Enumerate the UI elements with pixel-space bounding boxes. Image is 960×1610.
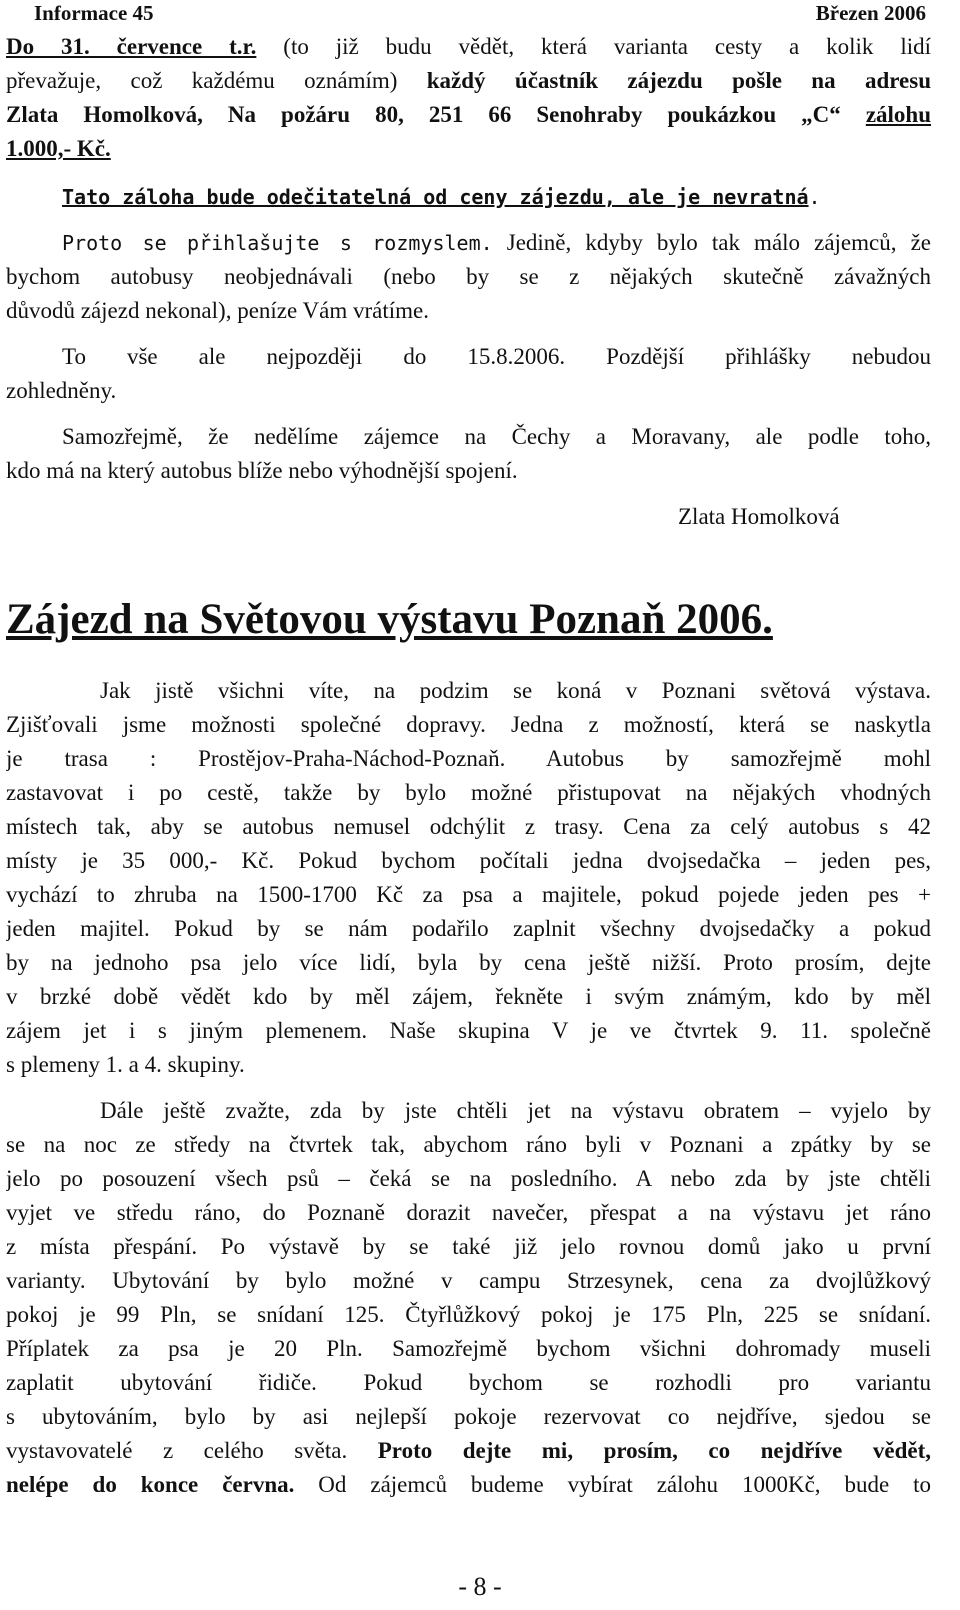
p2-line: varianty. Ubytování by bylo možné v campu Strzesynek, cena za dvojlůžkový	[6, 1268, 931, 1293]
p1-line: je trasa : Prostějov-Praha-Náchod-Poznaň. Autobus by samozřejmě mohl	[6, 746, 931, 771]
p2-line: pokoj je 99 Pln, se snídaní 125. Čtyřlůžkový pokoj je 175 Pln, 225 se snídaní.	[6, 1302, 931, 1327]
section1-line-1: Do 31. července t.r. (to již budu vědět, která varianta cesty a kolik lidí	[6, 34, 931, 59]
section1-line-11: Samozřejmě, že nedělíme zájemce na Čechy a Moravany, ale podle toho,	[62, 424, 931, 449]
p1-line: by na jednoho psa jelo více lidí, byla by cena ještě nižší. Proto prosím, dejte	[6, 950, 931, 975]
p2-line: nelépe do konce června. Od zájemců budeme vybírat zálohu 1000Kč, bude to	[6, 1472, 931, 1497]
section1-line-3: Zlata Homolková, Na požáru 80, 251 66 Senohraby poukázkou „C“ zálohu	[6, 102, 931, 127]
deadline-date: Do 31. července t.r.	[6, 34, 257, 59]
section1-line-4: 1.000,- Kč.	[6, 136, 111, 161]
section1-line-8: důvodů zájezd nekonal), peníze Vám vrátíme.	[6, 298, 429, 323]
p1-line: vychází to zhruba na 1500-1700 Kč za psa a majitele, pokud pojede jeden pes +	[6, 882, 931, 907]
p2-line: Příplatek za psa je 20 Pln. Samozřejmě bychom všichni dohromady museli	[6, 1336, 931, 1361]
p1-line: místech tak, aby se autobus nemusel odchýlit z trasy. Cena za celý autobus s 42	[6, 814, 931, 839]
p1-line: místy je 35 000,- Kč. Pokud bychom počítali jedna dvojsedačka – jeden pes,	[6, 848, 931, 873]
section1-line-9: To vše ale nejpozději do 15.8.2006. Pozdější přihlášky nebudou	[62, 344, 931, 369]
p1-line: jeden majitel. Pokud by se nám podařilo zaplnit všechny dvojsedačky a pokud	[6, 916, 931, 941]
p1-line: zastavovat i po cestě, takže by bylo možné přistupovat na nějakých vhodných	[6, 780, 931, 805]
p1-line: Zjišťovali jsme možnosti společné dopravy. Jedna z možností, která se naskytla	[6, 712, 931, 737]
header-right: Březen 2006	[815, 1, 926, 25]
p2-line: Dále ještě zvažte, zda by jste chtěli jet na výstavu obratem – vyjelo by	[100, 1098, 931, 1123]
deposit-notice: Tato záloha bude odečitatelná od ceny zájezdu, ale je nevratná.	[62, 185, 821, 209]
section1-line-10: zohledněny.	[6, 378, 117, 403]
page-number: - 8 -	[458, 1572, 502, 1601]
p1-line: s plemeny 1. a 4. skupiny.	[6, 1052, 245, 1077]
header-left: Informace 45	[34, 1, 154, 25]
signature: Zlata Homolková	[678, 504, 840, 529]
p2-line: z místa přespání. Po výstavě by se také již jelo rovnou domů jako u první	[6, 1234, 931, 1259]
p2-line: jelo po posouzení všech psů – čeká se na posledního. A nebo zda by jste chtěli	[6, 1166, 931, 1191]
article-title: Zájezd na Světovou výstavu Poznaň 2006.	[6, 596, 773, 643]
p1-line: v brzké době vědět kdo by měl zájem, řekněte i svým známým, kdo by měl	[6, 984, 931, 1009]
p2-line: s ubytováním, bylo by asi nejlepší pokoje rezervovat co nejdříve, sjedou se	[6, 1404, 931, 1429]
section1-line-12: kdo má na který autobus blíže nebo výhodnější spojení.	[6, 458, 518, 483]
p2-line: zaplatit ubytování řidiče. Pokud bychom se rozhodli pro variantu	[6, 1370, 931, 1395]
section1-line-2: převažuje, což každému oznámím) každý účastník zájezdu pošle na adresu	[6, 68, 931, 93]
section1-line-6: Proto se přihlašujte s rozmyslem. Jedině, kdyby bylo tak málo zájemců, že	[62, 230, 931, 255]
p1-line: zájem jet i s jiným plemenem. Naše skupina V je ve čtvrtek 9. 11. společně	[6, 1018, 931, 1043]
section1-line-7: bychom autobusy neobjednávali (nebo by se z nějakých skutečně závažných	[6, 264, 931, 289]
p2-line: se na noc ze středy na čtvrtek tak, abychom ráno byli v Poznani a zpátky by se	[6, 1132, 931, 1157]
p2-line: vystavovatelé z celého světa. Proto dejte mi, prosím, co nejdříve vědět,	[6, 1438, 931, 1463]
p1-line: Jak jistě všichni víte, na podzim se koná v Poznani světová výstava.	[100, 678, 931, 703]
p2-line: vyjet ve středu ráno, do Poznaně dorazit navečer, přespat a na výstavu jet ráno	[6, 1200, 931, 1225]
